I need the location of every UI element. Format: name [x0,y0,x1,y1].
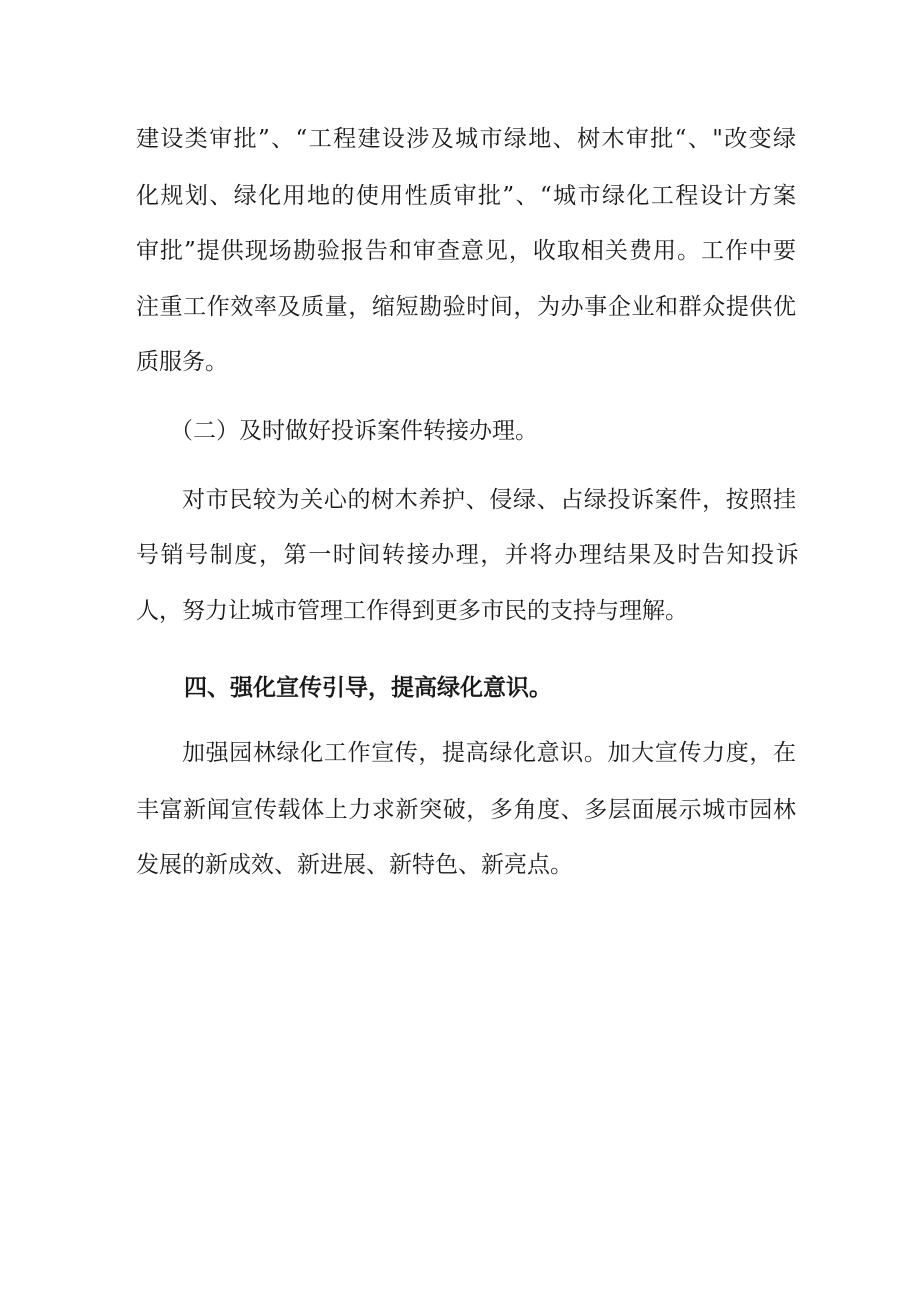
paragraph-line: 质服务。 [136,349,228,375]
paragraph-line: 审批”提供现场勘验报告和审查意见，收取相关费用。工作中要 [136,238,796,264]
paragraph-line: 发展的新成效、新进展、新特色、新亮点。 [136,852,573,878]
section-subheading: （二）及时做好投诉案件转接办理。 [170,418,538,444]
paragraph-line: 人，努力让城市管理工作得到更多市民的支持与理解。 [136,598,688,624]
section-heading: 四、强化宣传引导，提高绿化意识。 [184,675,552,701]
paragraph-line: 丰富新闻宣传载体上力求新突破，多角度、多层面展示城市园林 [136,797,796,823]
paragraph-line: 注重工作效率及质量，缩短勘验时间，为办事企业和群众提供优 [136,294,796,320]
paragraph-line: 建设类审批”、“工程建设涉及城市绿地、树木审批“、"改变绿 [136,126,796,152]
paragraph-line: 对市民较为关心的树木养护、侵绿、占绿投诉案件，按照挂 [182,487,796,513]
paragraph-line: 加强园林绿化工作宣传，提高绿化意识。加大宣传力度，在 [182,740,796,766]
paragraph-line: 号销号制度，第一时间转接办理，并将办理结果及时告知投诉 [136,542,801,568]
paragraph-line: 化规划、绿化用地的使用性质审批”、“城市绿化工程设计方案 [136,183,796,209]
